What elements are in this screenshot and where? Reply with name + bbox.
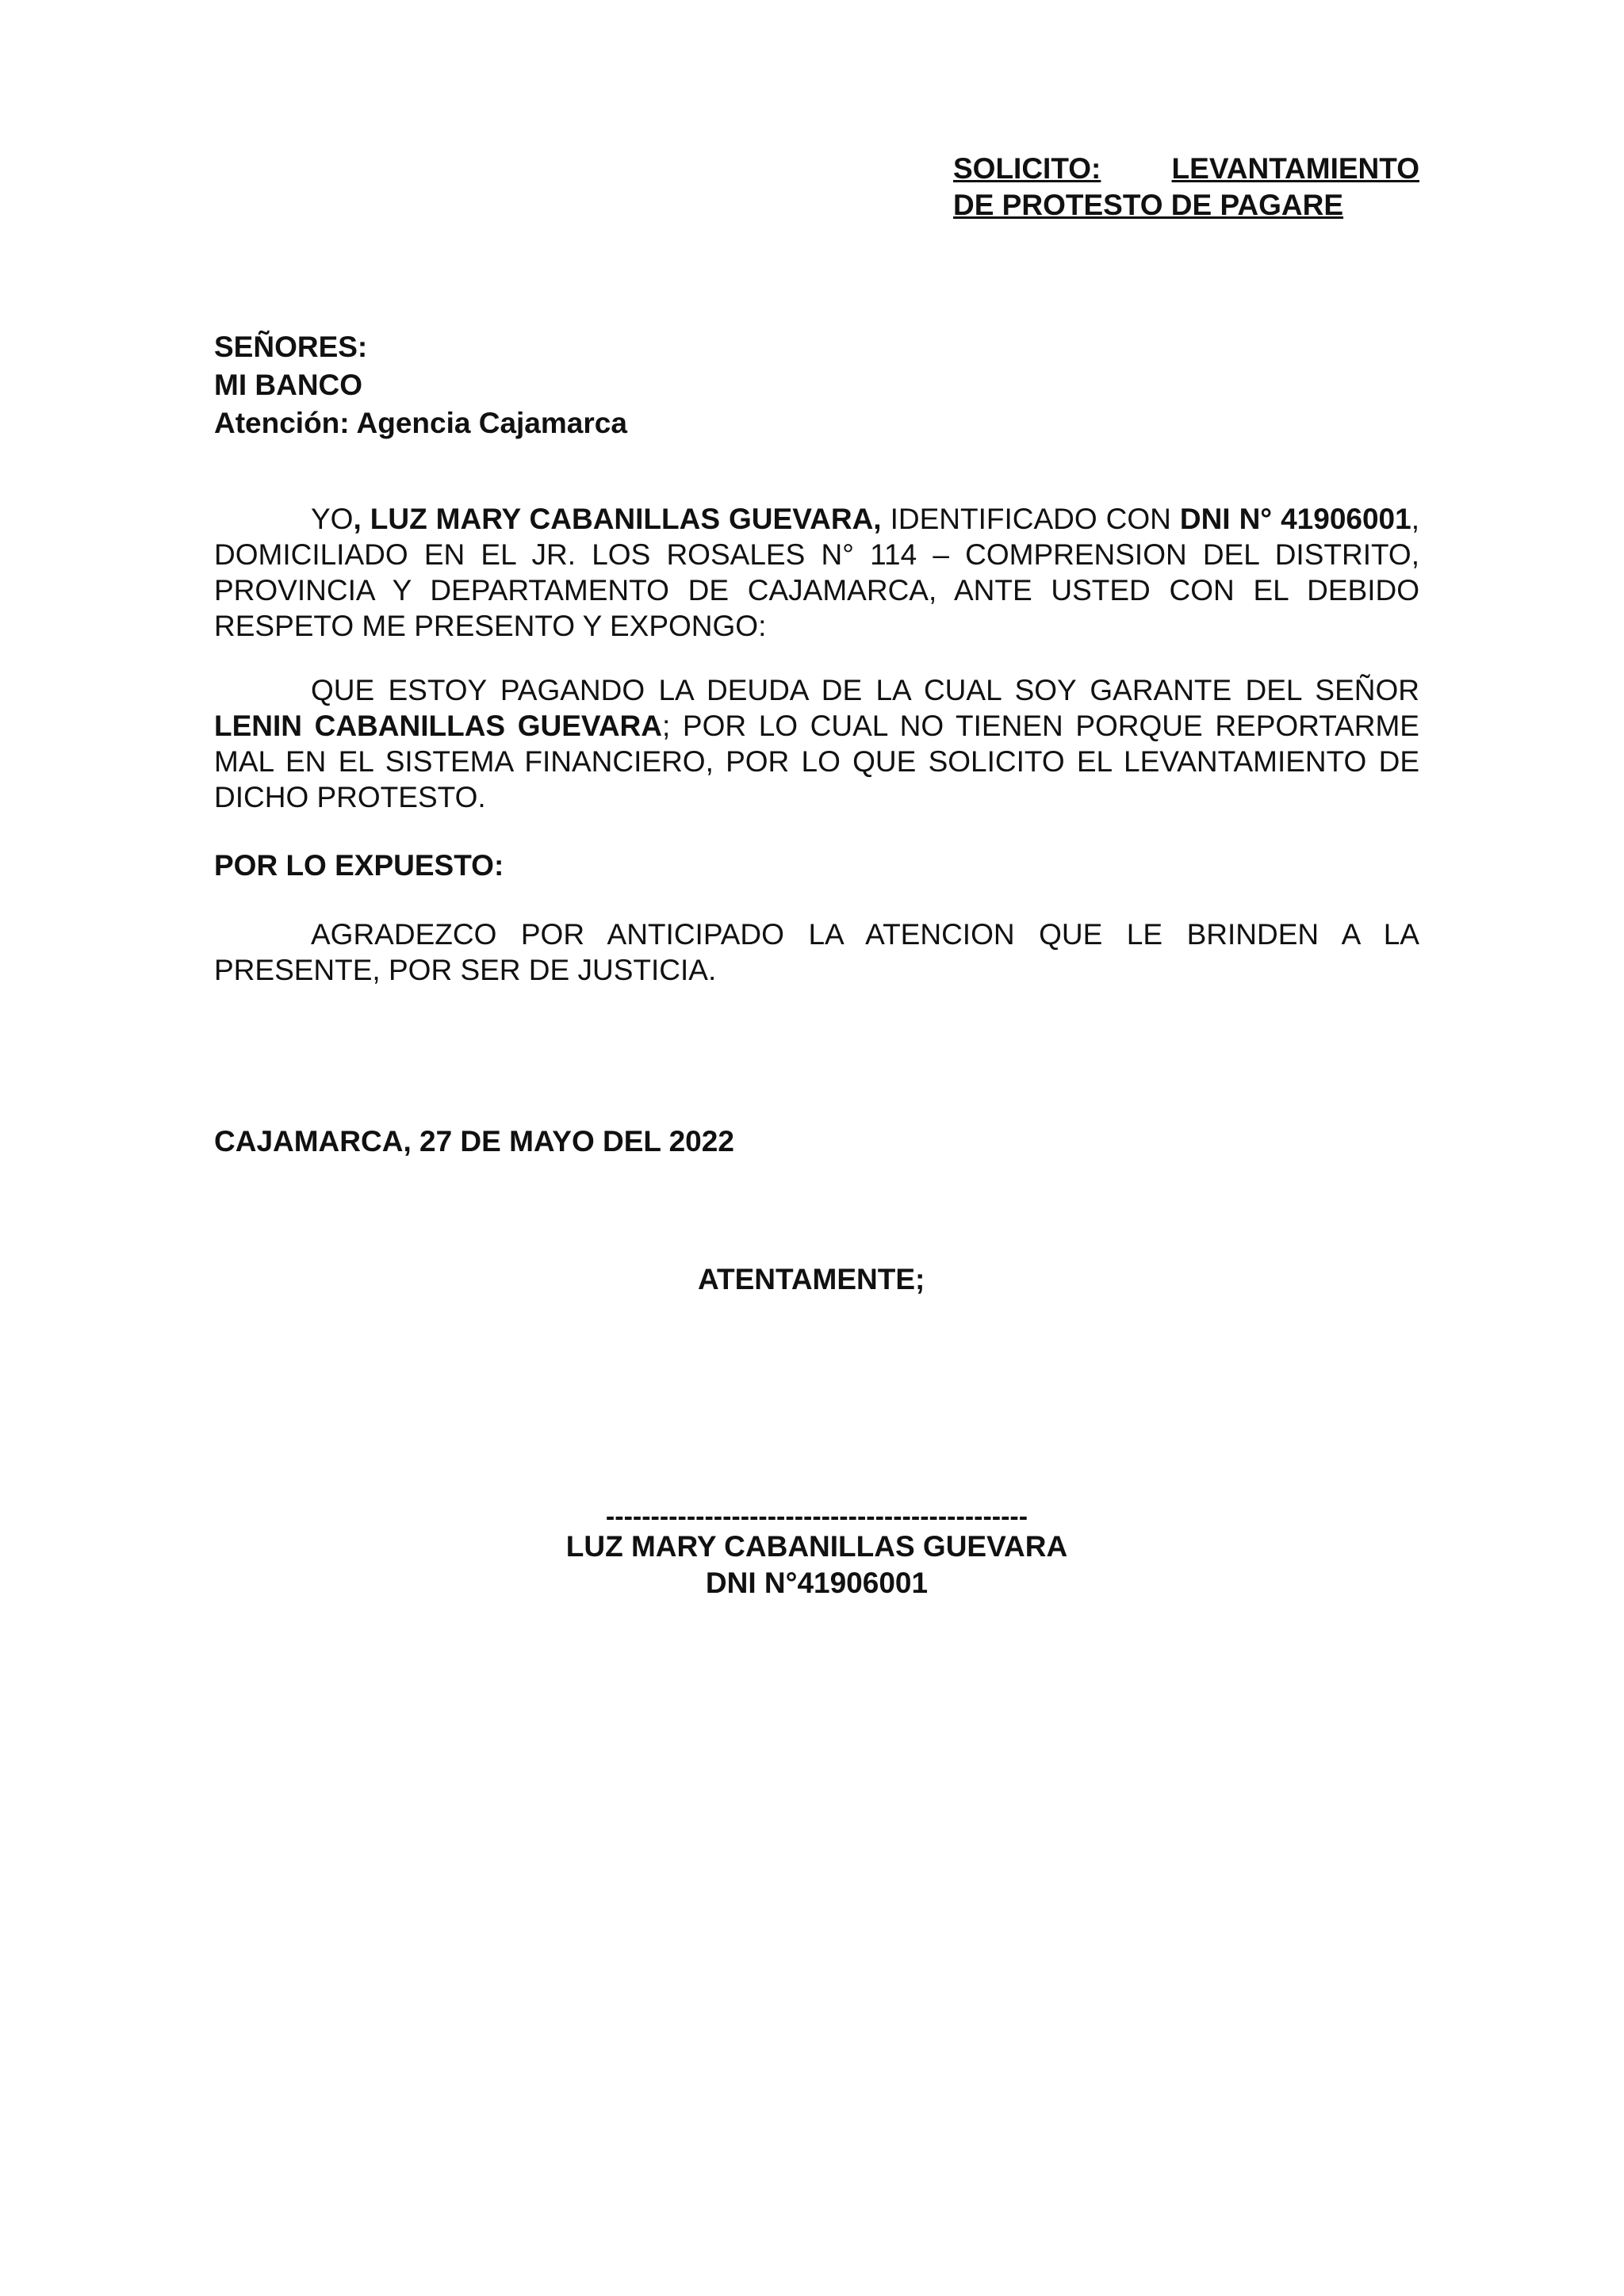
signature-name: LUZ MARY CABANILLAS GUEVARA bbox=[565, 1530, 1068, 1563]
subject-line-1 bbox=[953, 151, 1419, 187]
paragraph-request bbox=[214, 672, 1419, 815]
subject-line-1-rest: LEVANTAMIENTO bbox=[1171, 152, 1419, 185]
signature-line: ----------------------------------------------- bbox=[605, 1502, 1028, 1532]
subject-line-2: DE PROTESTO DE PAGARE bbox=[953, 189, 1344, 221]
signature-block bbox=[523, 1502, 1110, 1601]
request-text-2: ; POR LO CUAL NO TIENEN PORQUE REPORTARME MAL EN EL SISTEMA FINANCIERO, POR LO QUE SOLICITO EL LEVANTAMIENTO DE DICHO PROTESTO. bbox=[214, 710, 1419, 813]
addressee-attention: Atención: Agencia Cajamarca bbox=[214, 407, 627, 439]
intro-text-1: YO bbox=[311, 503, 354, 535]
paragraph-thanks: AGRADEZCO POR ANTICIPADO LA ATENCION QUE LE BRINDEN A LA PRESENTE, POR SER DE JUSTICIA. bbox=[214, 918, 1419, 986]
addressee-block bbox=[214, 328, 627, 442]
addressee-salutation: SEÑORES: bbox=[214, 331, 368, 363]
paragraph-introduction bbox=[214, 501, 1419, 644]
expuesto-heading: POR LO EXPUESTO: bbox=[214, 849, 504, 882]
intro-text-2: IDENTIFICADO CON bbox=[881, 503, 1180, 535]
date-line: CAJAMARCA, 27 DE MAYO DEL 2022 bbox=[214, 1125, 734, 1158]
request-text-1: QUE ESTOY PAGANDO LA DEUDA DE LA CUAL SOY GARANTE DEL SEÑOR bbox=[311, 674, 1419, 706]
signature-dni: DNI N°41906001 bbox=[705, 1567, 929, 1599]
closing-line: ATENTAMENTE; bbox=[698, 1263, 925, 1295]
request-debtor-name: LENIN CABANILLAS GUEVARA bbox=[214, 710, 662, 742]
addressee-bank: MI BANCO bbox=[214, 369, 363, 401]
intro-name: , LUZ MARY CABANILLAS GUEVARA, bbox=[353, 503, 882, 535]
intro-text-3: , DOMICILIADO EN EL JR. LOS ROSALES N° 114 – COMPRENSION DEL DISTRITO, PROVINCIA Y DEPARTAMENTO DE CAJAMARCA, ANTE USTED CON EL DEBIDO RESPETO ME PRESENTO Y EXPONGO: bbox=[214, 503, 1419, 642]
subject-label: SOLICITO: bbox=[953, 152, 1101, 185]
intro-dni: DNI N° 41906001 bbox=[1179, 503, 1411, 535]
subject-block bbox=[953, 151, 1419, 224]
